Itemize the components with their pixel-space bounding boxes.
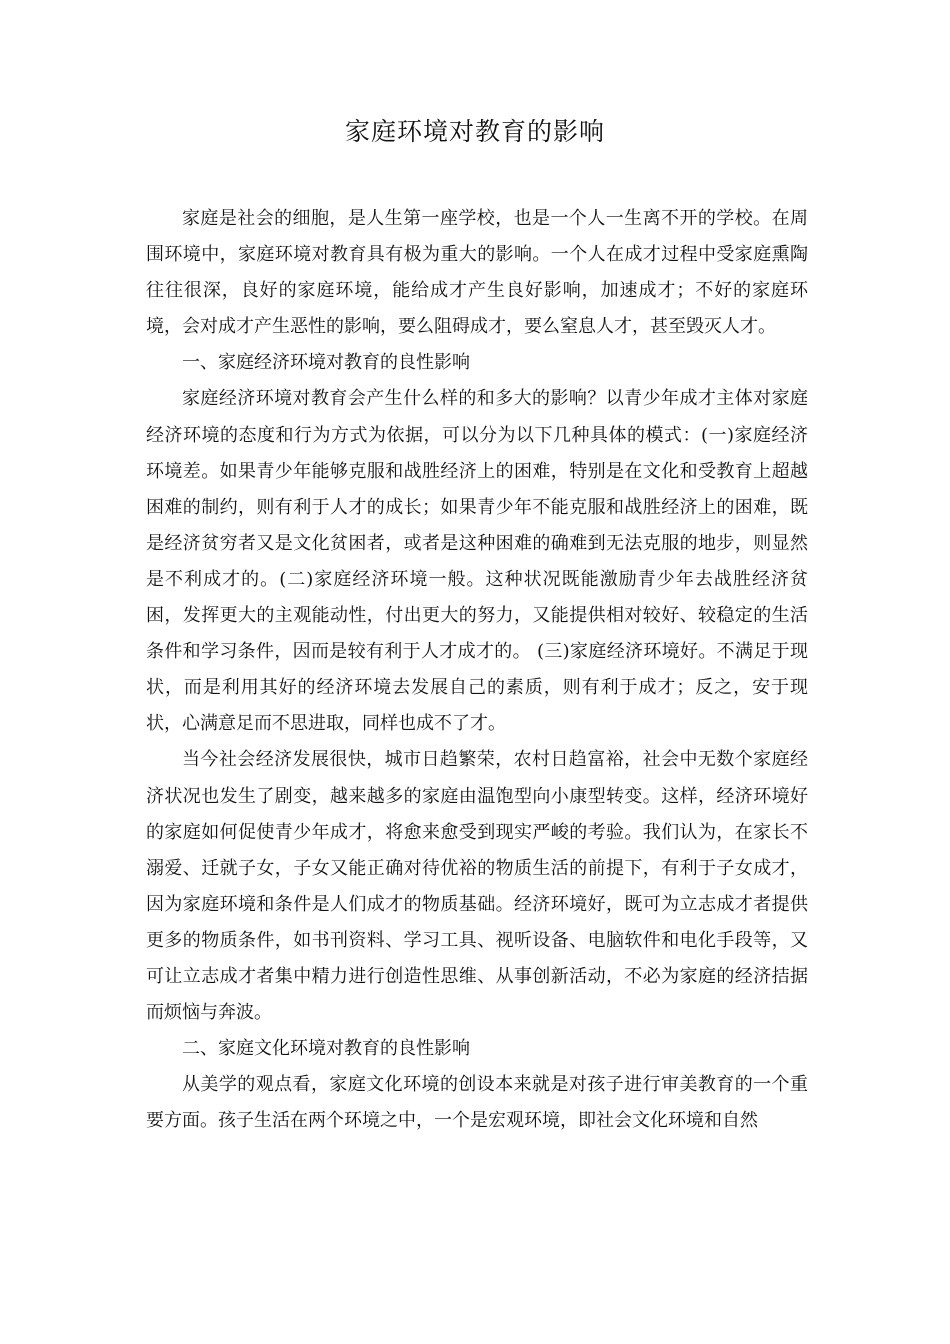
document-body — [146, 201, 808, 1139]
paragraph-economic-models: 家庭经济环境对教育会产生什么样的和多大的影响？以青少年成才主体对家庭经济环境的态度和行为方式为依据，可以分为以下几种具体的模式：(一)家庭经济环境差。如果青少年能够克服和战胜经济上的困难，特别是在文化和受教育上超越困难的制约，则有利于人才的成长；如果青少年不能克服和战胜经济上的困难，既是经济贫穷者又是文化贫困者，或者是这种困难的确难到无法克服的地步，则显然是不利成才的。(二)家庭经济环境一般。这种状况既能激励青少年去战胜经济贫困，发挥更大的主观能动性，付出更大的努力，又能提供相对较好、较稳定的生活条件和学习条件，因而是较有利于人才成才的。 (三)家庭经济环境好。不满足于现状，而是利用其好的经济环境去发展自己的素质，则有利于成才；反之，安于现状，心满意足而不思进取，同样也成不了才。 — [146, 388, 808, 735]
section-heading-cultural: 二、家庭文化环境对教育的良性影响 — [182, 1038, 470, 1060]
section-heading-economic: 一、家庭经济环境对教育的良性影响 — [182, 352, 470, 374]
paragraph-economic-development: 当今社会经济发展很快，城市日趋繁荣，农村日趋富裕，社会中无数个家庭经济状况也发生了剧变，越来越多的家庭由温饱型向小康型转变。这样，经济环境好的家庭如何促使青少年成才，将愈来愈受到现实严峻的考验。我们认为，在家长不溺爱、迁就子女，子女又能正确对待优裕的物质生活的前提下，有利于子女成才，因为家庭环境和条件是人们成才的物质基础。经济环境好，既可为立志成才者提供更多的物质条件，如书刊资料、学习工具、视听设备、电脑软件和电化手段等，又可让立志成才者集中精力进行创造性思维、从事创新活动，不必为家庭的经济拮据而烦恼与奔波。 — [146, 749, 808, 1024]
paragraph-intro: 家庭是社会的细胞，是人生第一座学校，也是一个人一生离不开的学校。在周围环境中，家庭环境对教育具有极为重大的影响。一个人在成才过程中受家庭熏陶往往很深，良好的家庭环境，能给成才产生良好影响，加速成才；不好的家庭环境，会对成才产生恶性的影响，要么阻碍成才，要么窒息人才，甚至毁灭人才。 — [146, 208, 808, 338]
document-title: 家庭环境对教育的影响 — [344, 117, 605, 146]
paragraph-cultural: 从美学的观点看，家庭文化环境的创设本来就是对孩子进行审美教育的一个重要方面。孩子生活在两个环境之中，一个是宏观环境，即社会文化环境和自然 — [146, 1074, 808, 1132]
